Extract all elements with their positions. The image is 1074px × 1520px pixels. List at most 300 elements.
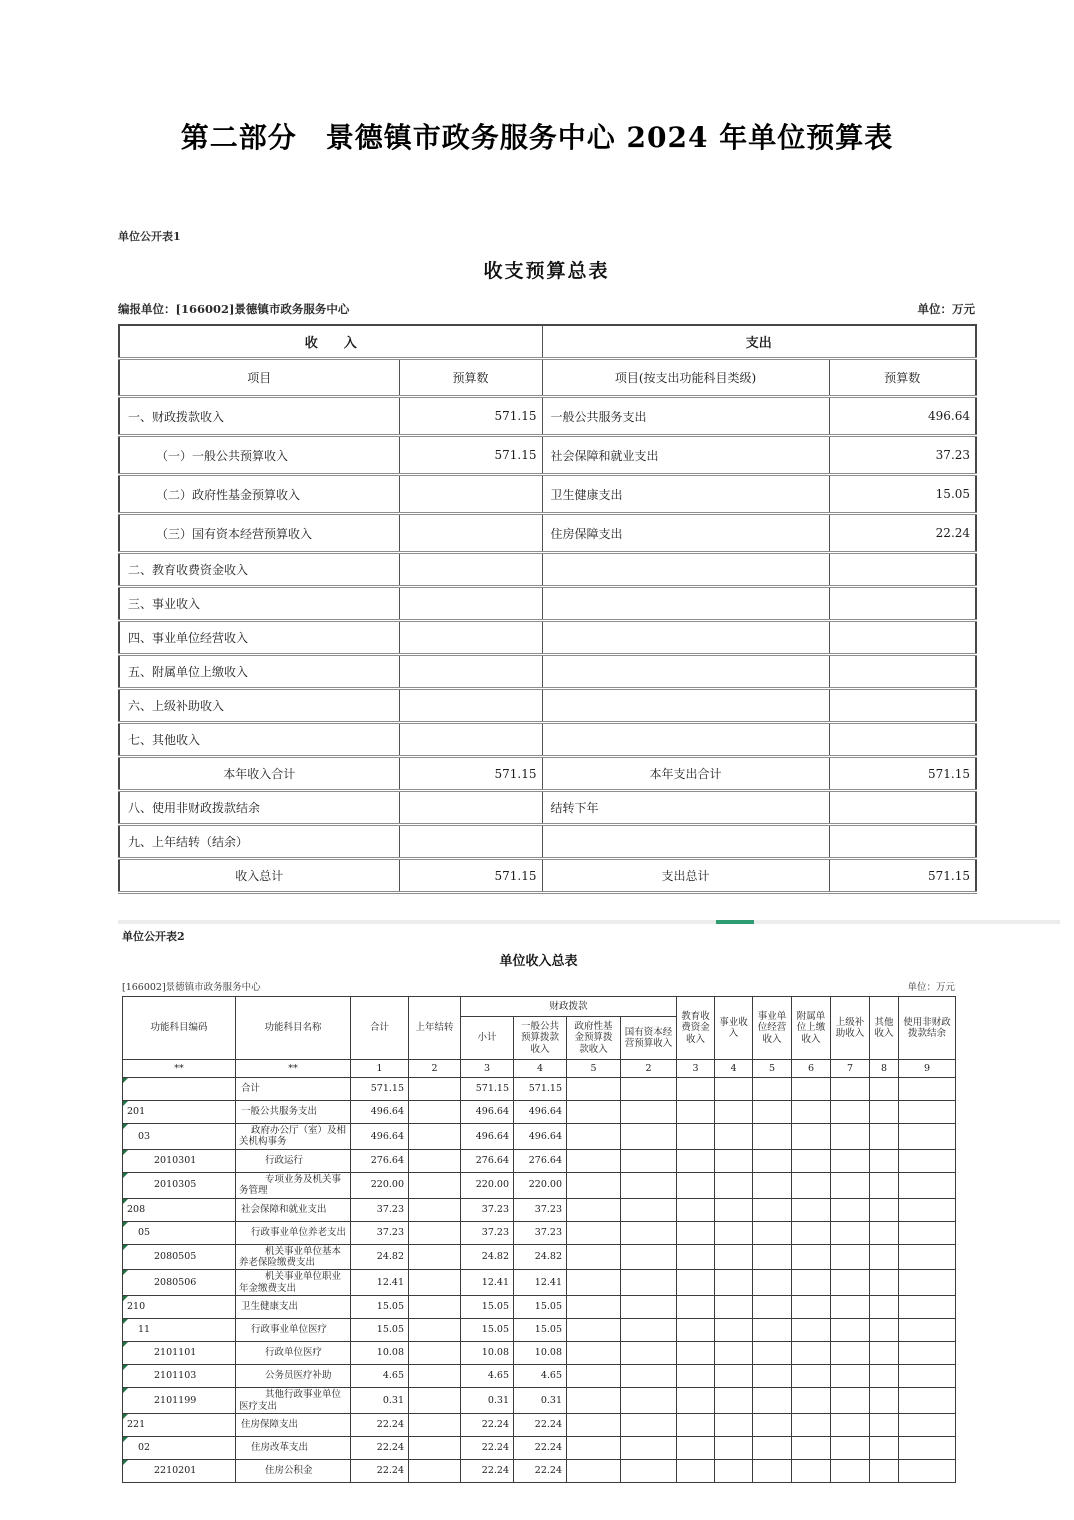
value-cell [567, 1413, 621, 1436]
value-cell [621, 1078, 677, 1101]
value-cell [870, 1365, 899, 1388]
table-row [123, 1078, 956, 1101]
function-name-cell: 专项业务及机关事务管理 [236, 1172, 351, 1198]
table-row [119, 859, 976, 893]
value-cell [677, 1365, 715, 1388]
value-cell [870, 1198, 899, 1221]
value-cell [870, 1319, 899, 1342]
value-cell [831, 1101, 870, 1124]
value-cell [621, 1388, 677, 1414]
value-cell [753, 1244, 792, 1270]
table-row [123, 1365, 956, 1388]
table-row [123, 1172, 956, 1198]
value-cell [677, 1172, 715, 1198]
function-code-cell: 208 [123, 1198, 236, 1221]
document-title: 第二部分 景德镇市政务服务中心 2024 年单位预算表 [180, 121, 894, 154]
table-row [123, 1296, 956, 1319]
value-cell [792, 1078, 831, 1101]
numbering-cell: 3 [677, 1060, 715, 1078]
value-cell: 496.64 [461, 1124, 514, 1150]
expense-item [542, 825, 829, 859]
value-cell [409, 1149, 461, 1172]
value-cell: 22.24 [514, 1436, 567, 1459]
value-cell [870, 1270, 899, 1296]
income-value [399, 655, 542, 689]
value-cell [567, 1459, 621, 1482]
expense-item [542, 621, 829, 655]
value-cell [567, 1342, 621, 1365]
function-code-cell: 11 [123, 1319, 236, 1342]
unit-income-table [122, 996, 956, 1483]
value-cell: 22.24 [514, 1413, 567, 1436]
table1-group-header-row [119, 325, 976, 359]
value-cell [715, 1436, 753, 1459]
function-code-cell: 05 [123, 1221, 236, 1244]
col-header-total: 合计 [351, 997, 409, 1060]
value-cell [792, 1436, 831, 1459]
numbering-cell: 2 [621, 1060, 677, 1078]
function-name-cell: 行政事业单位医疗 [236, 1319, 351, 1342]
value-cell [753, 1124, 792, 1150]
income-value: 571.15 [399, 859, 542, 893]
value-cell [870, 1149, 899, 1172]
income-item: 二、教育收费资金收入 [119, 553, 399, 587]
value-cell [792, 1172, 831, 1198]
value-cell: 276.64 [461, 1149, 514, 1172]
value-cell: 22.24 [351, 1436, 409, 1459]
budget-summary-table [118, 324, 977, 894]
value-cell [753, 1319, 792, 1342]
income-value: 571.15 [399, 397, 542, 436]
function-code-cell: 201 [123, 1101, 236, 1124]
expense-value: 496.64 [829, 397, 976, 436]
income-item: 六、上级补助收入 [119, 689, 399, 723]
value-cell [567, 1365, 621, 1388]
value-cell [792, 1413, 831, 1436]
income-value [399, 723, 542, 757]
value-cell: 15.05 [461, 1296, 514, 1319]
function-code-cell: 210 [123, 1296, 236, 1319]
col-header-operating-income: 事业单位经营收入 [753, 997, 792, 1060]
expense-item [542, 689, 829, 723]
expense-value [829, 621, 976, 655]
function-name-cell: 住房公积金 [236, 1459, 351, 1482]
expense-item: 支出总计 [542, 859, 829, 893]
value-cell [831, 1149, 870, 1172]
value-cell [677, 1221, 715, 1244]
expense-value [829, 825, 976, 859]
table-row [123, 1413, 956, 1436]
value-cell [567, 1124, 621, 1150]
value-cell [899, 1221, 956, 1244]
income-item: 五、附属单位上缴收入 [119, 655, 399, 689]
value-cell [753, 1342, 792, 1365]
numbering-cell: 4 [514, 1060, 567, 1078]
income-value [399, 825, 542, 859]
value-cell [409, 1124, 461, 1150]
value-cell [409, 1198, 461, 1221]
value-cell [831, 1365, 870, 1388]
value-cell [899, 1342, 956, 1365]
value-cell: 10.08 [514, 1342, 567, 1365]
value-cell [792, 1459, 831, 1482]
table1-meta-row [118, 301, 975, 317]
value-cell [715, 1172, 753, 1198]
value-cell [753, 1436, 792, 1459]
value-cell [753, 1270, 792, 1296]
table1-unit-label: 单位：万元 [917, 302, 975, 316]
col-header-gov-fund: 政府性基金预算拨款收入 [567, 1017, 621, 1060]
income-item: 本年收入合计 [119, 757, 399, 791]
value-cell [567, 1221, 621, 1244]
numbering-cell: 1 [351, 1060, 409, 1078]
value-cell [715, 1388, 753, 1414]
value-cell: 496.64 [351, 1101, 409, 1124]
expense-budget-header: 预算数 [829, 359, 976, 397]
value-cell [567, 1296, 621, 1319]
value-cell [677, 1413, 715, 1436]
expense-value: 571.15 [829, 757, 976, 791]
income-item-header: 项目 [119, 359, 399, 397]
function-name-cell: 行政事业单位养老支出 [236, 1221, 351, 1244]
value-cell: 276.64 [351, 1149, 409, 1172]
value-cell [899, 1388, 956, 1414]
value-cell [870, 1221, 899, 1244]
income-item: （一）一般公共预算收入 [119, 436, 399, 475]
numbering-cell: 3 [461, 1060, 514, 1078]
value-cell [409, 1244, 461, 1270]
value-cell: 220.00 [461, 1172, 514, 1198]
function-name-cell: 合计 [236, 1078, 351, 1101]
value-cell [899, 1270, 956, 1296]
function-name-cell: 公务员医疗补助 [236, 1365, 351, 1388]
value-cell [899, 1149, 956, 1172]
value-cell [870, 1296, 899, 1319]
value-cell: 10.08 [461, 1342, 514, 1365]
table1-title: 收支预算总表 [483, 260, 610, 282]
value-cell [409, 1221, 461, 1244]
value-cell: 0.31 [351, 1388, 409, 1414]
expense-item: 一般公共服务支出 [542, 397, 829, 436]
table-row [119, 791, 976, 825]
function-code-cell: 2010301 [123, 1149, 236, 1172]
value-cell: 22.24 [351, 1459, 409, 1482]
table-row [119, 757, 976, 791]
value-cell [715, 1124, 753, 1150]
value-cell [409, 1459, 461, 1482]
table-row [119, 689, 976, 723]
value-cell [621, 1342, 677, 1365]
col-header-subtotal: 小计 [461, 1017, 514, 1060]
function-name-cell: 社会保障和就业支出 [236, 1198, 351, 1221]
expense-item [542, 655, 829, 689]
function-code-cell: 2080505 [123, 1244, 236, 1270]
expense-value [829, 791, 976, 825]
value-cell [715, 1270, 753, 1296]
col-header-carryover: 上年结转 [409, 997, 461, 1060]
income-value [399, 553, 542, 587]
value-cell [753, 1101, 792, 1124]
col-header-business-income: 事业收入 [715, 997, 753, 1060]
value-cell: 22.24 [461, 1413, 514, 1436]
income-item: （三）国有资本经营预算收入 [119, 514, 399, 553]
value-cell [831, 1436, 870, 1459]
table-row [119, 587, 976, 621]
numbering-cell: ** [123, 1060, 236, 1078]
value-cell [831, 1244, 870, 1270]
value-cell [753, 1296, 792, 1319]
value-cell [677, 1244, 715, 1270]
value-cell [409, 1296, 461, 1319]
value-cell [753, 1459, 792, 1482]
table-row [123, 1101, 956, 1124]
value-cell [567, 1244, 621, 1270]
value-cell: 22.24 [461, 1436, 514, 1459]
value-cell [715, 1342, 753, 1365]
value-cell: 37.23 [514, 1221, 567, 1244]
value-cell [792, 1365, 831, 1388]
expense-item-header: 项目(按支出功能科目类级) [542, 359, 829, 397]
function-code-cell: 2101199 [123, 1388, 236, 1414]
table-row [123, 1244, 956, 1270]
value-cell [567, 1078, 621, 1101]
table2-header-row-1 [123, 997, 956, 1017]
value-cell [715, 1365, 753, 1388]
expense-value: 37.23 [829, 436, 976, 475]
scrollbar-thumb[interactable] [716, 920, 754, 924]
value-cell [899, 1078, 956, 1101]
value-cell: 571.15 [351, 1078, 409, 1101]
value-cell [831, 1319, 870, 1342]
value-cell [715, 1413, 753, 1436]
col-header-other-income: 其他收入 [870, 997, 899, 1060]
value-cell [567, 1149, 621, 1172]
table-row [119, 825, 976, 859]
value-cell [715, 1149, 753, 1172]
col-header-name: 功能科目名称 [236, 997, 351, 1060]
expense-value [829, 655, 976, 689]
income-item: 九、上年结转（结余） [119, 825, 399, 859]
value-cell [677, 1459, 715, 1482]
value-cell [567, 1270, 621, 1296]
value-cell [567, 1388, 621, 1414]
numbering-cell: ** [236, 1060, 351, 1078]
income-value [399, 791, 542, 825]
function-name-cell: 机关事业单位基本养老保险缴费支出 [236, 1244, 351, 1270]
function-name-cell: 住房保障支出 [236, 1413, 351, 1436]
table-row [123, 1198, 956, 1221]
value-cell [677, 1149, 715, 1172]
value-cell: 496.64 [351, 1124, 409, 1150]
value-cell: 24.82 [461, 1244, 514, 1270]
function-name-cell: 行政运行 [236, 1149, 351, 1172]
income-value: 571.15 [399, 757, 542, 791]
value-cell [899, 1101, 956, 1124]
value-cell: 496.64 [514, 1101, 567, 1124]
value-cell [677, 1124, 715, 1150]
value-cell [715, 1319, 753, 1342]
table-row [119, 553, 976, 587]
value-cell [870, 1172, 899, 1198]
table2-label: 单位公开表2 [122, 930, 185, 943]
value-cell [677, 1319, 715, 1342]
value-cell [899, 1459, 956, 1482]
value-cell [899, 1244, 956, 1270]
numbering-cell: 9 [899, 1060, 956, 1078]
function-code-cell: 03 [123, 1124, 236, 1150]
expense-item: 结转下年 [542, 791, 829, 825]
expense-item [542, 553, 829, 587]
expense-value [829, 689, 976, 723]
value-cell [677, 1198, 715, 1221]
value-cell [899, 1413, 956, 1436]
table2-unit-label: 单位：万元 [907, 982, 955, 993]
value-cell [753, 1078, 792, 1101]
table-row [119, 475, 976, 514]
value-cell [677, 1101, 715, 1124]
value-cell [621, 1172, 677, 1198]
table1-report-unit: 编报单位：[166002]景德镇市政务服务中心 [118, 302, 350, 316]
value-cell [621, 1413, 677, 1436]
function-name-cell: 行政单位医疗 [236, 1342, 351, 1365]
value-cell [409, 1270, 461, 1296]
value-cell [409, 1342, 461, 1365]
function-code-cell: 2101103 [123, 1365, 236, 1388]
col-header-state-capital: 国有资本经营预算收入 [621, 1017, 677, 1060]
col-header-subordinate-income: 附属单位上缴收入 [792, 997, 831, 1060]
value-cell: 220.00 [514, 1172, 567, 1198]
value-cell [715, 1101, 753, 1124]
value-cell [621, 1459, 677, 1482]
value-cell [621, 1101, 677, 1124]
value-cell [792, 1270, 831, 1296]
table-row [123, 1270, 956, 1296]
table-row [123, 1124, 956, 1150]
value-cell [753, 1149, 792, 1172]
value-cell [792, 1149, 831, 1172]
value-cell: 37.23 [351, 1198, 409, 1221]
expense-value: 15.05 [829, 475, 976, 514]
value-cell [831, 1198, 870, 1221]
value-cell [621, 1198, 677, 1221]
value-cell: 24.82 [514, 1244, 567, 1270]
table-row [123, 1436, 956, 1459]
value-cell: 15.05 [351, 1296, 409, 1319]
value-cell [621, 1244, 677, 1270]
value-cell: 15.05 [351, 1319, 409, 1342]
value-cell [831, 1270, 870, 1296]
income-value [399, 475, 542, 514]
function-code-cell: 2101101 [123, 1342, 236, 1365]
value-cell [899, 1436, 956, 1459]
value-cell: 4.65 [461, 1365, 514, 1388]
col-header-code: 功能科目编码 [123, 997, 236, 1060]
value-cell: 15.05 [514, 1296, 567, 1319]
value-cell: 37.23 [351, 1221, 409, 1244]
expense-item: 卫生健康支出 [542, 475, 829, 514]
function-code-cell: 02 [123, 1436, 236, 1459]
value-cell [715, 1198, 753, 1221]
function-code-cell: 2210201 [123, 1459, 236, 1482]
function-name-cell: 机关事业单位职业年金缴费支出 [236, 1270, 351, 1296]
expense-item: 社会保障和就业支出 [542, 436, 829, 475]
t1-body [119, 397, 976, 893]
value-cell [753, 1413, 792, 1436]
value-cell [870, 1342, 899, 1365]
value-cell [792, 1221, 831, 1244]
value-cell [792, 1388, 831, 1414]
value-cell [899, 1172, 956, 1198]
numbering-cell: 5 [753, 1060, 792, 1078]
value-cell [409, 1388, 461, 1414]
value-cell [831, 1342, 870, 1365]
value-cell [567, 1101, 621, 1124]
value-cell [831, 1413, 870, 1436]
income-item: （二）政府性基金预算收入 [119, 475, 399, 514]
value-cell [621, 1436, 677, 1459]
table-row [123, 1221, 956, 1244]
value-cell [870, 1413, 899, 1436]
expense-item: 本年支出合计 [542, 757, 829, 791]
expense-item [542, 723, 829, 757]
expense-value [829, 723, 976, 757]
table2-meta-row [122, 979, 955, 993]
income-value [399, 514, 542, 553]
expense-item [542, 587, 829, 621]
value-cell: 4.65 [351, 1365, 409, 1388]
value-cell [899, 1319, 956, 1342]
table2-numbering-row [123, 1060, 956, 1078]
value-cell [870, 1244, 899, 1270]
numbering-cell: 5 [567, 1060, 621, 1078]
value-cell [567, 1172, 621, 1198]
value-cell [792, 1342, 831, 1365]
value-cell [792, 1319, 831, 1342]
income-value [399, 621, 542, 655]
col-header-general-public: 一般公共预算拨款收入 [514, 1017, 567, 1060]
value-cell: 12.41 [461, 1270, 514, 1296]
value-cell [899, 1198, 956, 1221]
value-cell [677, 1078, 715, 1101]
value-cell [831, 1388, 870, 1414]
income-value [399, 689, 542, 723]
expense-group-header: 支出 [542, 325, 976, 359]
table-row [119, 655, 976, 689]
value-cell [792, 1198, 831, 1221]
value-cell [715, 1221, 753, 1244]
numbering-cell: 7 [831, 1060, 870, 1078]
value-cell [753, 1172, 792, 1198]
value-cell [753, 1221, 792, 1244]
function-code-cell: 2010305 [123, 1172, 236, 1198]
table-row [119, 397, 976, 436]
numbering-cell: 4 [715, 1060, 753, 1078]
value-cell [831, 1172, 870, 1198]
value-cell [753, 1365, 792, 1388]
value-cell [409, 1172, 461, 1198]
function-name-cell: 住房改革支出 [236, 1436, 351, 1459]
value-cell [715, 1296, 753, 1319]
value-cell: 12.41 [351, 1270, 409, 1296]
table-row [119, 621, 976, 655]
value-cell [899, 1124, 956, 1150]
value-cell [792, 1101, 831, 1124]
value-cell [409, 1319, 461, 1342]
function-name-cell: 其他行政事业单位医疗支出 [236, 1388, 351, 1414]
table2-title: 单位收入总表 [499, 954, 578, 969]
value-cell [677, 1436, 715, 1459]
col-header-superior-subsidy: 上级补助收入 [831, 997, 870, 1060]
